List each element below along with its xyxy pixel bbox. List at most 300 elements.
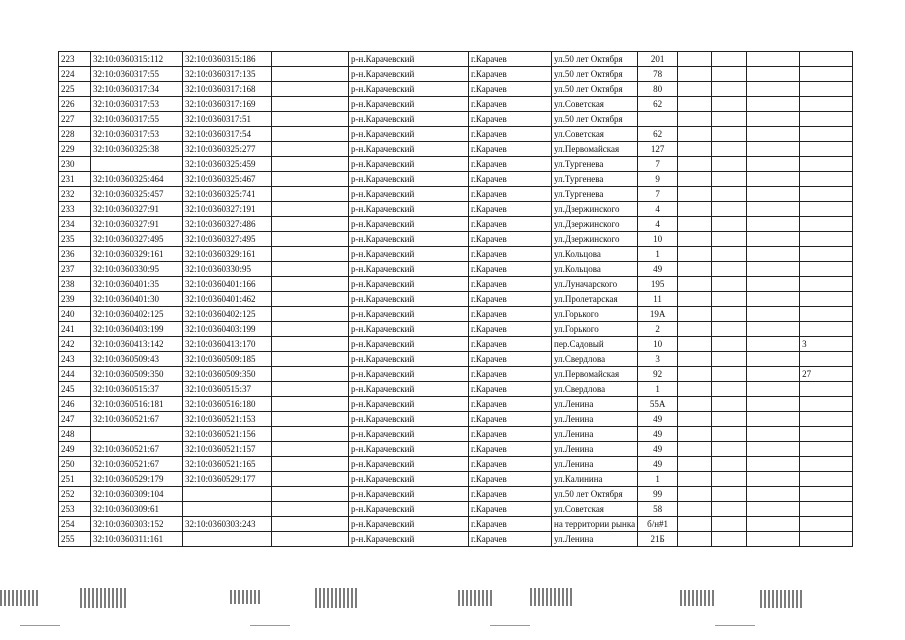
cell-district: р-н.Карачевский	[349, 52, 469, 67]
cell-row-number: 242	[59, 337, 91, 352]
cell-city: г.Карачев	[469, 412, 552, 427]
cell-cadastral-number-1: 32:10:0360317:55	[91, 112, 183, 127]
cell-col-11	[747, 457, 800, 472]
cell-blank-col	[272, 232, 349, 247]
scan-tick-3	[490, 625, 530, 626]
cell-col-11	[747, 517, 800, 532]
table-row	[59, 442, 853, 457]
cell-district: р-н.Карачевский	[349, 397, 469, 412]
cell-col-11	[747, 322, 800, 337]
cell-blank-col	[272, 127, 349, 142]
cell-row-number: 253	[59, 502, 91, 517]
cell-district: р-н.Карачевский	[349, 307, 469, 322]
table-row	[59, 292, 853, 307]
cell-col-11	[747, 157, 800, 172]
cell-city: г.Карачев	[469, 232, 552, 247]
scan-noise-6	[530, 588, 574, 606]
scan-noise-2	[80, 588, 126, 608]
cell-row-number: 243	[59, 352, 91, 367]
cell-cadastral-number-1: 32:10:0360403:199	[91, 322, 183, 337]
cell-col-12	[800, 247, 853, 262]
cell-cadastral-number-2	[183, 502, 272, 517]
cell-cadastral-number-2: 32:10:0360403:199	[183, 322, 272, 337]
cell-col-12	[800, 277, 853, 292]
cell-cadastral-number-2: 32:10:0360315:186	[183, 52, 272, 67]
scan-noise-8	[760, 590, 804, 608]
table-row	[59, 472, 853, 487]
cell-col-10	[712, 232, 747, 247]
table-row	[59, 172, 853, 187]
cell-cadastral-number-2: 32:10:0360509:350	[183, 367, 272, 382]
cell-row-number: 246	[59, 397, 91, 412]
cell-col-12	[800, 322, 853, 337]
cell-district: р-н.Карачевский	[349, 202, 469, 217]
cell-col-12	[800, 157, 853, 172]
cell-blank-col	[272, 427, 349, 442]
cell-cadastral-number-2: 32:10:0360325:467	[183, 172, 272, 187]
cell-cadastral-number-2: 32:10:0360515:37	[183, 382, 272, 397]
cell-cadastral-number-1: 32:10:0360509:43	[91, 352, 183, 367]
table-row	[59, 382, 853, 397]
cell-cadastral-number-1: 32:10:0360317:53	[91, 127, 183, 142]
cell-col-9	[678, 262, 712, 277]
cell-street: ул.Советская	[552, 502, 638, 517]
cell-col-10	[712, 457, 747, 472]
cell-street: ул.Пролетарская	[552, 292, 638, 307]
cell-row-number: 249	[59, 442, 91, 457]
cell-cadastral-number-2: 32:10:0360516:180	[183, 397, 272, 412]
cell-blank-col	[272, 82, 349, 97]
cell-cadastral-number-2: 32:10:0360317:169	[183, 97, 272, 112]
cell-city: г.Карачев	[469, 262, 552, 277]
cell-house-number: 10	[638, 337, 678, 352]
cell-col-12	[800, 217, 853, 232]
cell-cadastral-number-1: 32:10:0360413:142	[91, 337, 183, 352]
cell-house-number: 49	[638, 457, 678, 472]
cell-col-9	[678, 367, 712, 382]
table-row	[59, 157, 853, 172]
cell-row-number: 251	[59, 472, 91, 487]
cell-cadastral-number-1: 32:10:0360309:61	[91, 502, 183, 517]
cell-house-number: 201	[638, 52, 678, 67]
table-row	[59, 502, 853, 517]
cell-col-11	[747, 337, 800, 352]
cell-city: г.Карачев	[469, 172, 552, 187]
cell-col-10	[712, 322, 747, 337]
cell-col-11	[747, 382, 800, 397]
cell-street: на территории рынка	[552, 517, 638, 532]
cell-street: ул.Советская	[552, 127, 638, 142]
cell-city: г.Карачев	[469, 142, 552, 157]
cell-city: г.Карачев	[469, 187, 552, 202]
cell-blank-col	[272, 217, 349, 232]
cell-row-number: 236	[59, 247, 91, 262]
cell-city: г.Карачев	[469, 247, 552, 262]
cell-blank-col	[272, 157, 349, 172]
cell-col-10	[712, 337, 747, 352]
cell-house-number: 58	[638, 502, 678, 517]
scan-tick-4	[715, 625, 755, 626]
cell-col-10	[712, 292, 747, 307]
cell-cadastral-number-1	[91, 157, 183, 172]
cell-city: г.Карачев	[469, 457, 552, 472]
cell-col-9	[678, 202, 712, 217]
cell-district: р-н.Карачевский	[349, 262, 469, 277]
cell-house-number: б/н#1	[638, 517, 678, 532]
cell-district: р-н.Карачевский	[349, 127, 469, 142]
cell-col-12	[800, 487, 853, 502]
cell-cadastral-number-1: 32:10:0360327:91	[91, 202, 183, 217]
cell-col-10	[712, 97, 747, 112]
cell-col-11	[747, 247, 800, 262]
cell-house-number: 62	[638, 127, 678, 142]
cell-col-9	[678, 532, 712, 547]
cell-blank-col	[272, 382, 349, 397]
cell-row-number: 226	[59, 97, 91, 112]
cell-row-number: 239	[59, 292, 91, 307]
cell-blank-col	[272, 352, 349, 367]
cell-col-11	[747, 172, 800, 187]
cell-cadastral-number-2: 32:10:0360521:156	[183, 427, 272, 442]
cell-street: пер.Садовый	[552, 337, 638, 352]
cell-blank-col	[272, 142, 349, 157]
table-row	[59, 217, 853, 232]
cell-blank-col	[272, 502, 349, 517]
cell-row-number: 241	[59, 322, 91, 337]
cell-blank-col	[272, 307, 349, 322]
cell-col-12: 3	[800, 337, 853, 352]
cell-col-9	[678, 112, 712, 127]
cell-city: г.Карачев	[469, 472, 552, 487]
cell-col-12	[800, 142, 853, 157]
cell-blank-col	[272, 442, 349, 457]
cell-row-number: 247	[59, 412, 91, 427]
cell-city: г.Карачев	[469, 352, 552, 367]
cell-col-12	[800, 517, 853, 532]
cell-col-9	[678, 142, 712, 157]
cell-house-number: 3	[638, 352, 678, 367]
cell-blank-col	[272, 247, 349, 262]
cell-district: р-н.Карачевский	[349, 97, 469, 112]
cell-col-12	[800, 427, 853, 442]
cell-col-11	[747, 532, 800, 547]
cell-col-11	[747, 97, 800, 112]
scan-noise-7	[680, 590, 714, 606]
cell-house-number: 11	[638, 292, 678, 307]
cell-cadastral-number-2: 32:10:0360521:165	[183, 457, 272, 472]
cell-street: ул.Первомайская	[552, 142, 638, 157]
cell-street: ул.50 лет Октября	[552, 82, 638, 97]
cell-col-12	[800, 412, 853, 427]
table-row	[59, 307, 853, 322]
cell-district: р-н.Карачевский	[349, 217, 469, 232]
cell-col-9	[678, 442, 712, 457]
cell-street: ул.Ленина	[552, 397, 638, 412]
cell-house-number: 21Б	[638, 532, 678, 547]
cell-blank-col	[272, 472, 349, 487]
cell-cadastral-number-1: 32:10:0360516:181	[91, 397, 183, 412]
cell-col-10	[712, 517, 747, 532]
cell-cadastral-number-1: 32:10:0360325:457	[91, 187, 183, 202]
cell-district: р-н.Карачевский	[349, 67, 469, 82]
cell-col-11	[747, 142, 800, 157]
cell-col-11	[747, 472, 800, 487]
cell-cadastral-number-2: 32:10:0360401:166	[183, 277, 272, 292]
register-table	[58, 51, 853, 547]
cell-col-11	[747, 67, 800, 82]
table-row	[59, 457, 853, 472]
cell-district: р-н.Карачевский	[349, 232, 469, 247]
cell-city: г.Карачев	[469, 217, 552, 232]
cell-row-number: 223	[59, 52, 91, 67]
cell-street: ул.Ленина	[552, 427, 638, 442]
cell-col-10	[712, 112, 747, 127]
cell-city: г.Карачев	[469, 427, 552, 442]
cell-cadastral-number-2	[183, 487, 272, 502]
table-row	[59, 82, 853, 97]
cell-blank-col	[272, 322, 349, 337]
cell-col-12	[800, 292, 853, 307]
cell-district: р-н.Карачевский	[349, 517, 469, 532]
cell-row-number: 240	[59, 307, 91, 322]
cell-col-12	[800, 127, 853, 142]
cell-city: г.Карачев	[469, 502, 552, 517]
cell-cadastral-number-2: 32:10:0360317:135	[183, 67, 272, 82]
cell-cadastral-number-1: 32:10:0360401:30	[91, 292, 183, 307]
cell-city: г.Карачев	[469, 127, 552, 142]
cell-district: р-н.Карачевский	[349, 82, 469, 97]
cell-col-10	[712, 187, 747, 202]
cell-cadastral-number-2: 32:10:0360317:54	[183, 127, 272, 142]
cell-col-11	[747, 412, 800, 427]
cell-blank-col	[272, 292, 349, 307]
cell-district: р-н.Карачевский	[349, 337, 469, 352]
cell-cadastral-number-2: 32:10:0360303:243	[183, 517, 272, 532]
cell-col-9	[678, 352, 712, 367]
cell-col-9	[678, 67, 712, 82]
cell-cadastral-number-1: 32:10:0360521:67	[91, 442, 183, 457]
cell-house-number: 195	[638, 277, 678, 292]
cell-col-12	[800, 172, 853, 187]
cell-row-number: 235	[59, 232, 91, 247]
cell-col-9	[678, 172, 712, 187]
cell-col-11	[747, 82, 800, 97]
cell-col-12	[800, 502, 853, 517]
cell-col-12	[800, 382, 853, 397]
cell-row-number: 245	[59, 382, 91, 397]
table-row	[59, 262, 853, 277]
cell-row-number: 254	[59, 517, 91, 532]
cell-city: г.Карачев	[469, 292, 552, 307]
cell-col-12	[800, 532, 853, 547]
cell-col-9	[678, 322, 712, 337]
table-row	[59, 247, 853, 262]
table-row	[59, 127, 853, 142]
cell-col-12	[800, 307, 853, 322]
cell-cadastral-number-2: 32:10:0360317:51	[183, 112, 272, 127]
table-row	[59, 397, 853, 412]
cell-district: р-н.Карачевский	[349, 367, 469, 382]
cell-col-11	[747, 397, 800, 412]
cell-city: г.Карачев	[469, 322, 552, 337]
cell-col-11	[747, 277, 800, 292]
cell-col-9	[678, 277, 712, 292]
scan-tick-1	[20, 625, 60, 626]
table-row	[59, 52, 853, 67]
cell-cadastral-number-1: 32:10:0360315:112	[91, 52, 183, 67]
cell-district: р-н.Карачевский	[349, 322, 469, 337]
cell-col-12	[800, 112, 853, 127]
cell-cadastral-number-1: 32:10:0360303:152	[91, 517, 183, 532]
cell-city: г.Карачев	[469, 397, 552, 412]
table-row	[59, 322, 853, 337]
cell-house-number: 49	[638, 427, 678, 442]
cell-cadastral-number-1: 32:10:0360515:37	[91, 382, 183, 397]
cell-col-9	[678, 97, 712, 112]
cell-col-10	[712, 442, 747, 457]
cell-cadastral-number-2: 32:10:0360401:462	[183, 292, 272, 307]
cell-row-number: 231	[59, 172, 91, 187]
cell-col-10	[712, 472, 747, 487]
cell-blank-col	[272, 487, 349, 502]
cell-street: ул.Ленина	[552, 412, 638, 427]
cell-col-10	[712, 397, 747, 412]
table-body	[59, 52, 853, 547]
cell-district: р-н.Карачевский	[349, 277, 469, 292]
cell-col-10	[712, 52, 747, 67]
cell-district: р-н.Карачевский	[349, 187, 469, 202]
table-row	[59, 232, 853, 247]
cell-cadastral-number-1: 32:10:0360529:179	[91, 472, 183, 487]
cell-district: р-н.Карачевский	[349, 427, 469, 442]
cell-col-10	[712, 367, 747, 382]
cell-col-11	[747, 502, 800, 517]
cell-cadastral-number-1: 32:10:0360317:34	[91, 82, 183, 97]
cell-city: г.Карачев	[469, 382, 552, 397]
cell-col-9	[678, 292, 712, 307]
cell-street: ул.Свердлова	[552, 352, 638, 367]
cell-col-10	[712, 502, 747, 517]
cell-col-9	[678, 337, 712, 352]
cell-street: ул.Горького	[552, 307, 638, 322]
cell-cadastral-number-1: 32:10:0360521:67	[91, 457, 183, 472]
cell-col-12: 27	[800, 367, 853, 382]
cell-house-number	[638, 112, 678, 127]
cell-col-10	[712, 142, 747, 157]
cell-district: р-н.Карачевский	[349, 532, 469, 547]
cell-col-10	[712, 127, 747, 142]
cell-house-number: 10	[638, 232, 678, 247]
cell-district: р-н.Карачевский	[349, 112, 469, 127]
cell-blank-col	[272, 172, 349, 187]
cell-cadastral-number-1: 32:10:0360325:464	[91, 172, 183, 187]
cell-col-10	[712, 307, 747, 322]
cell-row-number: 230	[59, 157, 91, 172]
cell-col-11	[747, 367, 800, 382]
cell-district: р-н.Карачевский	[349, 502, 469, 517]
cell-col-10	[712, 412, 747, 427]
cell-row-number: 229	[59, 142, 91, 157]
cell-city: г.Карачев	[469, 112, 552, 127]
table-row	[59, 187, 853, 202]
cell-blank-col	[272, 337, 349, 352]
cell-row-number: 255	[59, 532, 91, 547]
table-row	[59, 142, 853, 157]
cell-cadastral-number-2: 32:10:0360330:95	[183, 262, 272, 277]
cell-col-11	[747, 112, 800, 127]
cell-row-number: 227	[59, 112, 91, 127]
cell-house-number: 4	[638, 217, 678, 232]
cell-district: р-н.Карачевский	[349, 292, 469, 307]
cell-city: г.Карачев	[469, 82, 552, 97]
cell-col-10	[712, 157, 747, 172]
cell-blank-col	[272, 517, 349, 532]
cell-col-12	[800, 262, 853, 277]
cell-row-number: 244	[59, 367, 91, 382]
cell-city: г.Карачев	[469, 157, 552, 172]
scan-noise-1	[0, 590, 38, 606]
cell-col-12	[800, 187, 853, 202]
cell-col-9	[678, 472, 712, 487]
cell-col-11	[747, 202, 800, 217]
cell-street: ул.Кольцова	[552, 247, 638, 262]
cell-house-number: 2	[638, 322, 678, 337]
cell-cadastral-number-1: 32:10:0360330:95	[91, 262, 183, 277]
table-row	[59, 532, 853, 547]
cell-cadastral-number-2: 32:10:0360327:495	[183, 232, 272, 247]
cell-col-10	[712, 247, 747, 262]
cell-house-number: 9	[638, 172, 678, 187]
cell-col-11	[747, 487, 800, 502]
cell-house-number: 1	[638, 382, 678, 397]
cell-cadastral-number-2: 32:10:0360529:177	[183, 472, 272, 487]
cell-district: р-н.Карачевский	[349, 352, 469, 367]
cell-col-9	[678, 457, 712, 472]
cell-col-9	[678, 247, 712, 262]
cell-blank-col	[272, 202, 349, 217]
cell-house-number: 55А	[638, 397, 678, 412]
cell-street: ул.Ленина	[552, 442, 638, 457]
cell-cadastral-number-1: 32:10:0360329:161	[91, 247, 183, 262]
cell-cadastral-number-2	[183, 532, 272, 547]
cell-col-10	[712, 532, 747, 547]
cell-col-9	[678, 187, 712, 202]
cell-blank-col	[272, 52, 349, 67]
cell-col-9	[678, 382, 712, 397]
cell-district: р-н.Карачевский	[349, 157, 469, 172]
cell-row-number: 234	[59, 217, 91, 232]
cell-col-9	[678, 157, 712, 172]
cell-street: ул.Советская	[552, 97, 638, 112]
cell-row-number: 248	[59, 427, 91, 442]
cell-blank-col	[272, 112, 349, 127]
cell-blank-col	[272, 262, 349, 277]
scan-noise-3	[230, 590, 260, 604]
cell-city: г.Карачев	[469, 532, 552, 547]
cell-row-number: 228	[59, 127, 91, 142]
cell-col-10	[712, 277, 747, 292]
table-row	[59, 97, 853, 112]
cell-col-11	[747, 127, 800, 142]
cell-street: ул.Калинина	[552, 472, 638, 487]
cell-district: р-н.Карачевский	[349, 382, 469, 397]
cell-street: ул.50 лет Октября	[552, 52, 638, 67]
scan-tick-2	[250, 625, 290, 626]
cell-house-number: 92	[638, 367, 678, 382]
cell-house-number: 78	[638, 67, 678, 82]
cell-col-10	[712, 262, 747, 277]
cell-cadastral-number-1: 32:10:0360401:35	[91, 277, 183, 292]
